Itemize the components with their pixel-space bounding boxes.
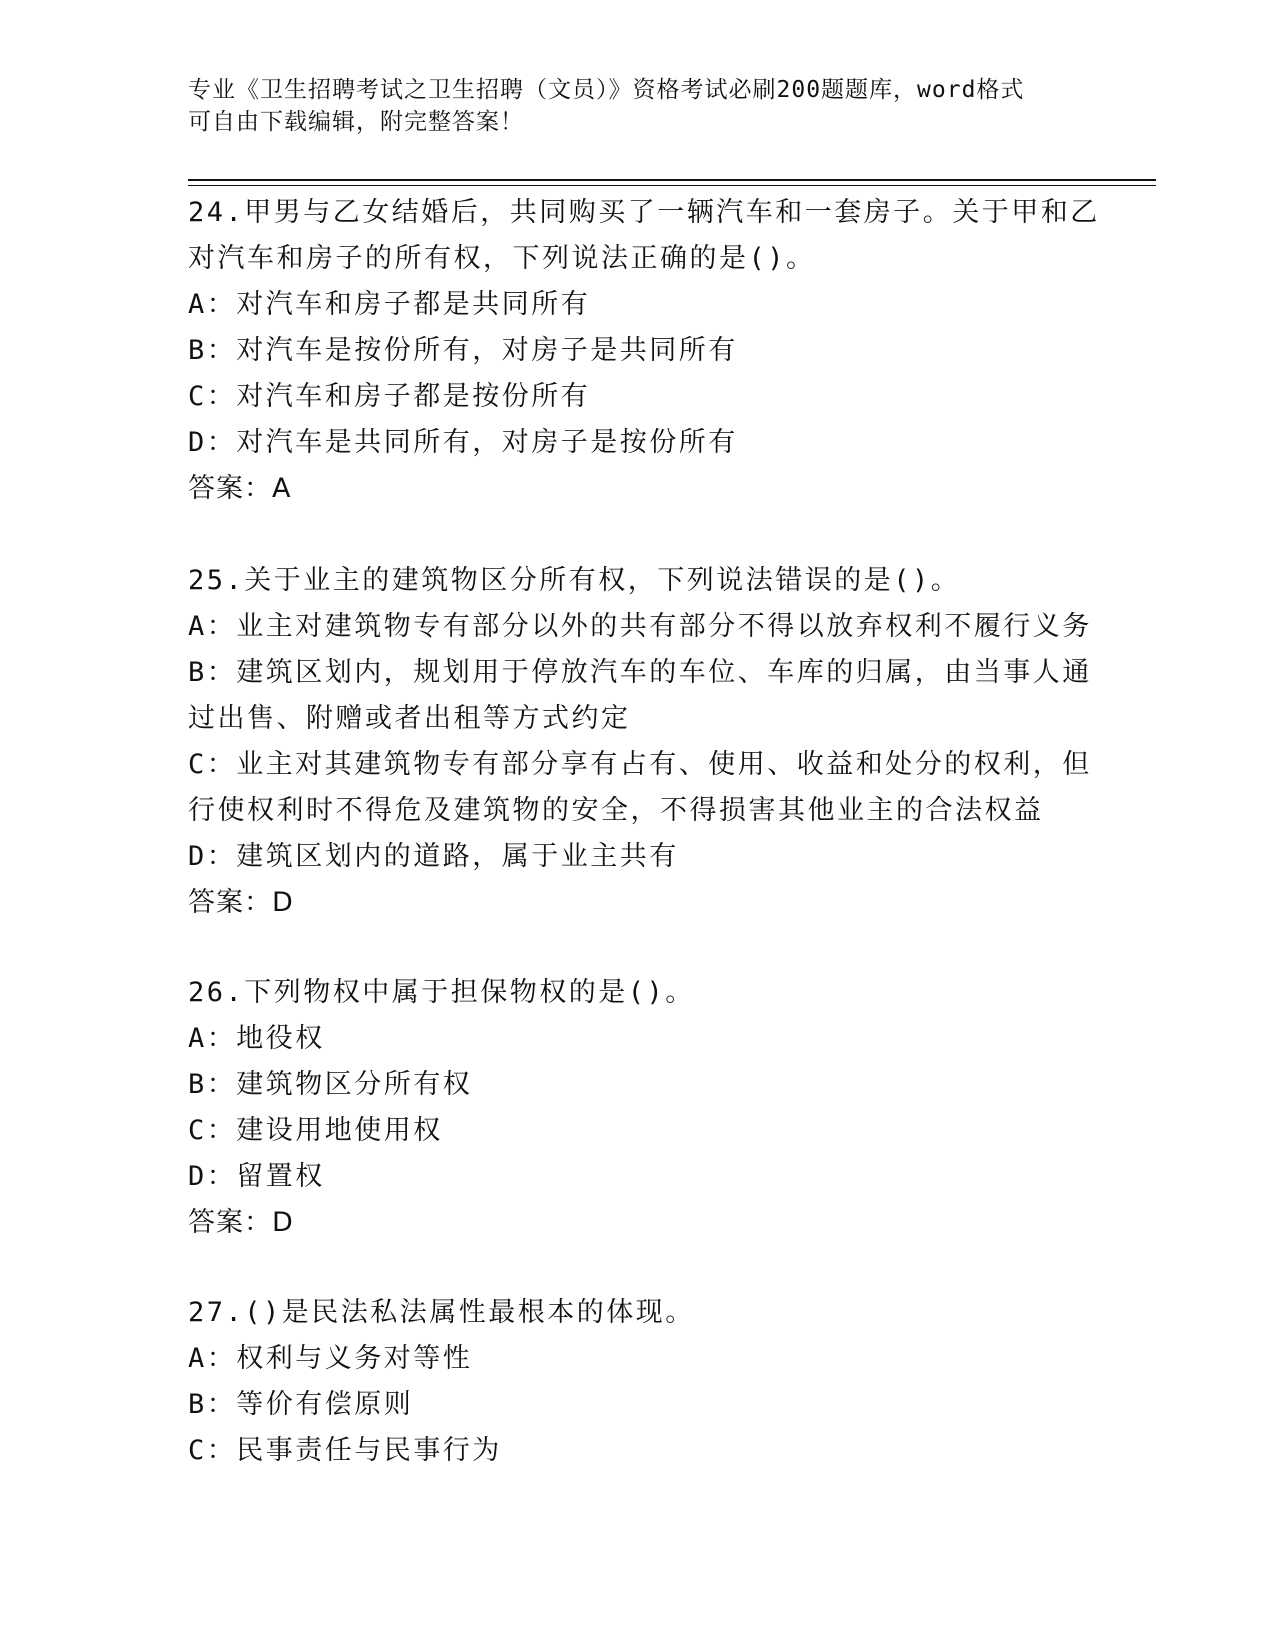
option-c-continued: 行使权利时不得危及建筑物的安全，不得损害其他业主的合法权益 (188, 795, 1044, 826)
option-a: A：业主对建筑物专有部分以外的共有部分不得以放弃权利不履行义务 (188, 611, 1092, 642)
option-a: A：权利与义务对等性 (188, 1343, 473, 1374)
document-header (188, 74, 1088, 138)
header-divider-thin (188, 185, 1156, 186)
option-b-continued: 过出售、附赠或者出租等方式约定 (188, 703, 631, 734)
header-line-1: 专业《卫生招聘考试之卫生招聘（文员）》资格考试必刷200题题库，word格式 (188, 77, 1025, 103)
header-divider-thick (188, 179, 1156, 181)
option-b: B：等价有偿原则 (188, 1389, 414, 1420)
header-line-2: 可自由下载编辑，附完整答案！ (188, 109, 524, 135)
option-c: C：建设用地使用权 (188, 1115, 443, 1146)
answer: 答案：A (188, 473, 292, 504)
option-a: A：对汽车和房子都是共同所有 (188, 289, 591, 320)
question-stem: 对汽车和房子的所有权，下列说法正确的是()。 (188, 243, 816, 274)
option-b: B：建筑物区分所有权 (188, 1069, 473, 1100)
question-stem: 24.甲男与乙女结婚后，共同购买了一辆汽车和一套房子。关于甲和乙 (188, 197, 1100, 228)
option-b: B：对汽车是按份所有，对房子是共同所有 (188, 335, 738, 366)
question-27 (188, 1290, 1088, 1474)
question-26 (188, 970, 1088, 1246)
question-24 (188, 190, 1100, 512)
option-d: D：留置权 (188, 1161, 325, 1192)
answer: 答案：D (188, 1207, 294, 1238)
option-a: A：地役权 (188, 1023, 325, 1054)
question-stem: 26.下列物权中属于担保物权的是()。 (188, 977, 695, 1008)
question-stem: 27.()是民法私法属性最根本的体现。 (188, 1297, 695, 1328)
option-d: D：建筑区划内的道路，属于业主共有 (188, 841, 679, 872)
option-d: D：对汽车是共同所有，对房子是按份所有 (188, 427, 738, 458)
answer: 答案：D (188, 887, 294, 918)
option-b: B：建筑区划内，规划用于停放汽车的车位、车库的归属，由当事人通 (188, 657, 1092, 688)
option-c: C：民事责任与民事行为 (188, 1435, 502, 1466)
option-c: C：业主对其建筑物专有部分享有占有、使用、收益和处分的权利，但 (188, 749, 1092, 780)
question-25 (188, 558, 1092, 926)
option-c: C：对汽车和房子都是按份所有 (188, 381, 591, 412)
question-stem: 25.关于业主的建筑物区分所有权，下列说法错误的是()。 (188, 565, 961, 596)
